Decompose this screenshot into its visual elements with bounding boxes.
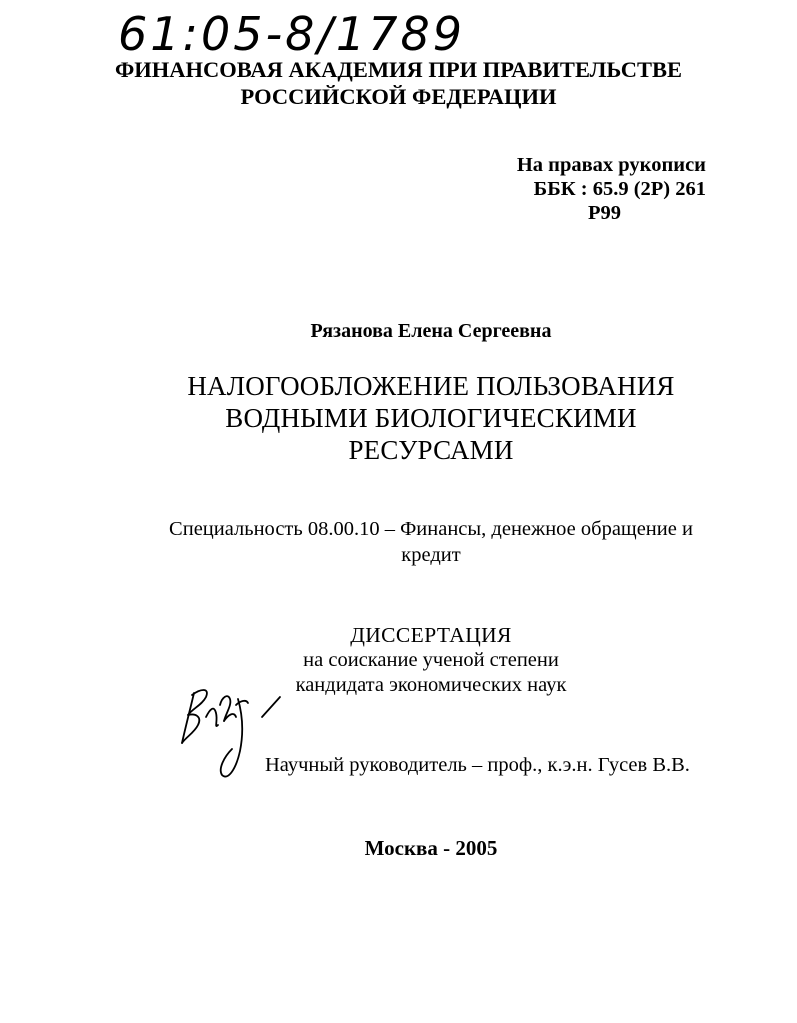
author-sign-code: Р99 [588, 202, 622, 224]
degree-line-2: кандидата экономических наук [295, 674, 567, 696]
author-name: Рязанова Елена Сергеевна [310, 320, 552, 342]
specialty-line-2: кредит [401, 544, 461, 566]
bbk-code: ББК : 65.9 (2Р) 261 [533, 178, 706, 200]
classification-block [470, 153, 720, 225]
title-line-3: РЕСУРСАМИ [348, 435, 514, 465]
specialty [0, 516, 797, 568]
institution-line-1: ФИНАНСОВАЯ АКАДЕМИЯ ПРИ ПРАВИТЕЛЬСТВЕ [114, 57, 682, 82]
title-line-1: НАЛОГООБЛОЖЕНИЕ ПОЛЬЗОВАНИЯ [187, 371, 675, 401]
dissertation-heading: ДИССЕРТАЦИЯ [350, 623, 512, 647]
archive-code-text: 61:05-8/1789 [118, 7, 465, 61]
specialty-line-1: Специальность 08.00.10 – Финансы, денежное обращение и [169, 518, 693, 540]
institution-header [0, 56, 797, 110]
degree-line-1: на соискание ученой степени [303, 649, 559, 671]
city-year: Москва - 2005 [364, 836, 498, 860]
dissertation-block [0, 623, 797, 698]
manuscript-rights: На правах рукописи [516, 154, 706, 176]
institution-line-2: РОССИЙСКОЙ ФЕДЕРАЦИИ [240, 84, 557, 109]
scientific-supervisor: Научный руководитель – проф., к.э.н. Гусев В.В. [265, 754, 690, 776]
thesis-title [0, 370, 797, 466]
title-line-2: ВОДНЫМИ БИОЛОГИЧЕСКИМИ [225, 403, 637, 433]
